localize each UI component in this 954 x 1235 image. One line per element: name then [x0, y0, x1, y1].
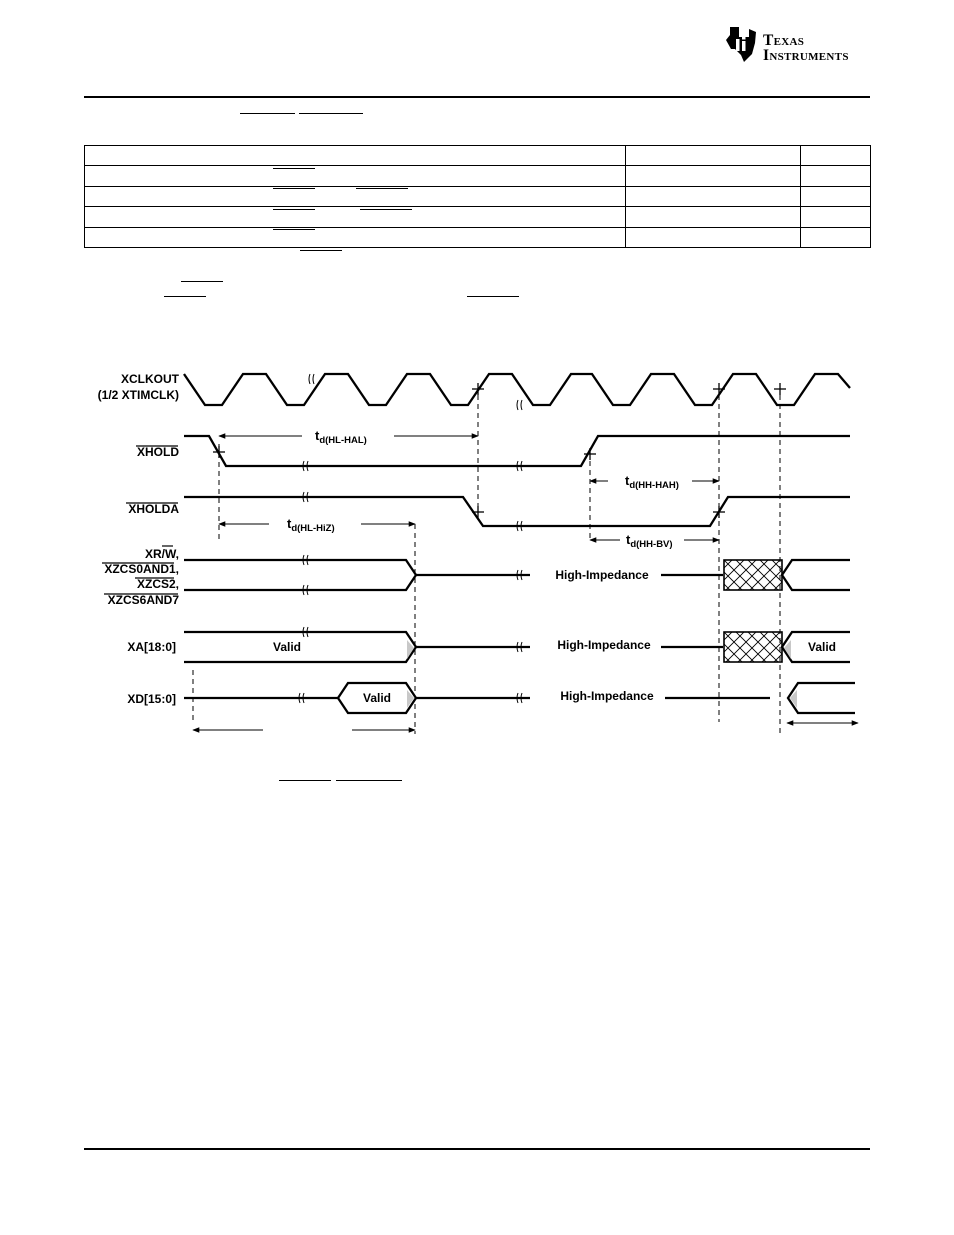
table-row [85, 207, 871, 227]
xclkout-break-mark [309, 374, 314, 384]
xa-high-z-text: High-Impedance [557, 638, 651, 652]
td-hh-hah-subscript: d(HH-HAH) [629, 480, 679, 491]
overbar-mark [356, 188, 408, 189]
td-hl-hal-subscript: d(HL-HAL) [319, 435, 367, 446]
overbar-mark [336, 780, 402, 781]
xholda-label: XHOLDA [128, 502, 179, 516]
overbar-mark [300, 250, 342, 251]
td-hh-hah-label [625, 473, 679, 491]
xclkout-sub-label: (1/2 XTIMCLK) [97, 388, 179, 402]
xclkout-label: XCLKOUT [121, 372, 179, 386]
table-row [85, 166, 871, 186]
xa-valid-text: Valid [272, 640, 302, 654]
xd-valid-text: Valid [362, 691, 392, 705]
xhold-label: XHOLD [137, 445, 179, 459]
timing-requirements-table [84, 145, 871, 248]
td-hh-bv-label [626, 532, 673, 550]
td-t-letter: t [625, 473, 630, 488]
xhold-waveform [184, 436, 850, 466]
xzcs-high-z-text: High-Impedance [555, 568, 649, 582]
td-hl-hiz-subscript: d(HL-HiZ) [291, 523, 335, 534]
overbar-mark [273, 209, 315, 210]
td-hl-hiz-label [287, 516, 335, 534]
logo-instruments-text: Instruments [763, 47, 849, 64]
xa-unknown-region [724, 632, 782, 662]
header-rule [84, 96, 870, 98]
xa-label: XA[18:0] [127, 640, 176, 654]
xd-high-z-text: High-Impedance [560, 689, 654, 703]
xzcs-unknown-region [724, 560, 782, 590]
xzcs2-label: XZCS2, [136, 577, 179, 591]
xzcs0and1-label: XZCS0AND1, [104, 562, 179, 576]
xclkout-waveform [184, 374, 850, 405]
overbar-mark [273, 188, 315, 189]
td-t-letter: t [626, 532, 631, 547]
table-row [85, 227, 871, 247]
overbar-mark [279, 780, 331, 781]
xd-bus-waveform [184, 683, 855, 713]
xzcs6and7-label: XZCS6AND7 [107, 593, 179, 607]
xclkout-break-mark [517, 400, 522, 410]
overbar-mark [299, 113, 363, 114]
xrw-comma-text: , [175, 547, 179, 561]
ti-logo [722, 24, 872, 68]
logo-texas-text: Texas [763, 32, 805, 49]
overbar-mark [467, 296, 519, 297]
xd-label: XD[15:0] [127, 692, 176, 706]
xrw-prefix-text: XR/ [144, 547, 165, 561]
footer-rule [84, 1148, 870, 1150]
overbar-mark [273, 168, 315, 169]
table-row [85, 186, 871, 206]
td-t-letter: t [287, 516, 292, 531]
td-t-letter: t [315, 428, 320, 443]
overbar-mark [360, 209, 412, 210]
table-row [85, 146, 871, 166]
xhold-timing-diagram [80, 360, 880, 740]
xrw-label [145, 547, 179, 561]
overbar-mark [164, 296, 206, 297]
td-hh-bv-subscript: d(HH-BV) [630, 539, 673, 550]
overbar-mark [273, 229, 315, 230]
td-hl-hal-label [315, 428, 367, 446]
overbar-mark [181, 281, 223, 282]
texas-state-logo-icon [722, 24, 762, 64]
xholda-waveform [184, 497, 850, 526]
xa-valid-right-text: Valid [807, 640, 837, 654]
xrw-w-text: W [164, 547, 176, 561]
overbar-mark [240, 113, 295, 114]
